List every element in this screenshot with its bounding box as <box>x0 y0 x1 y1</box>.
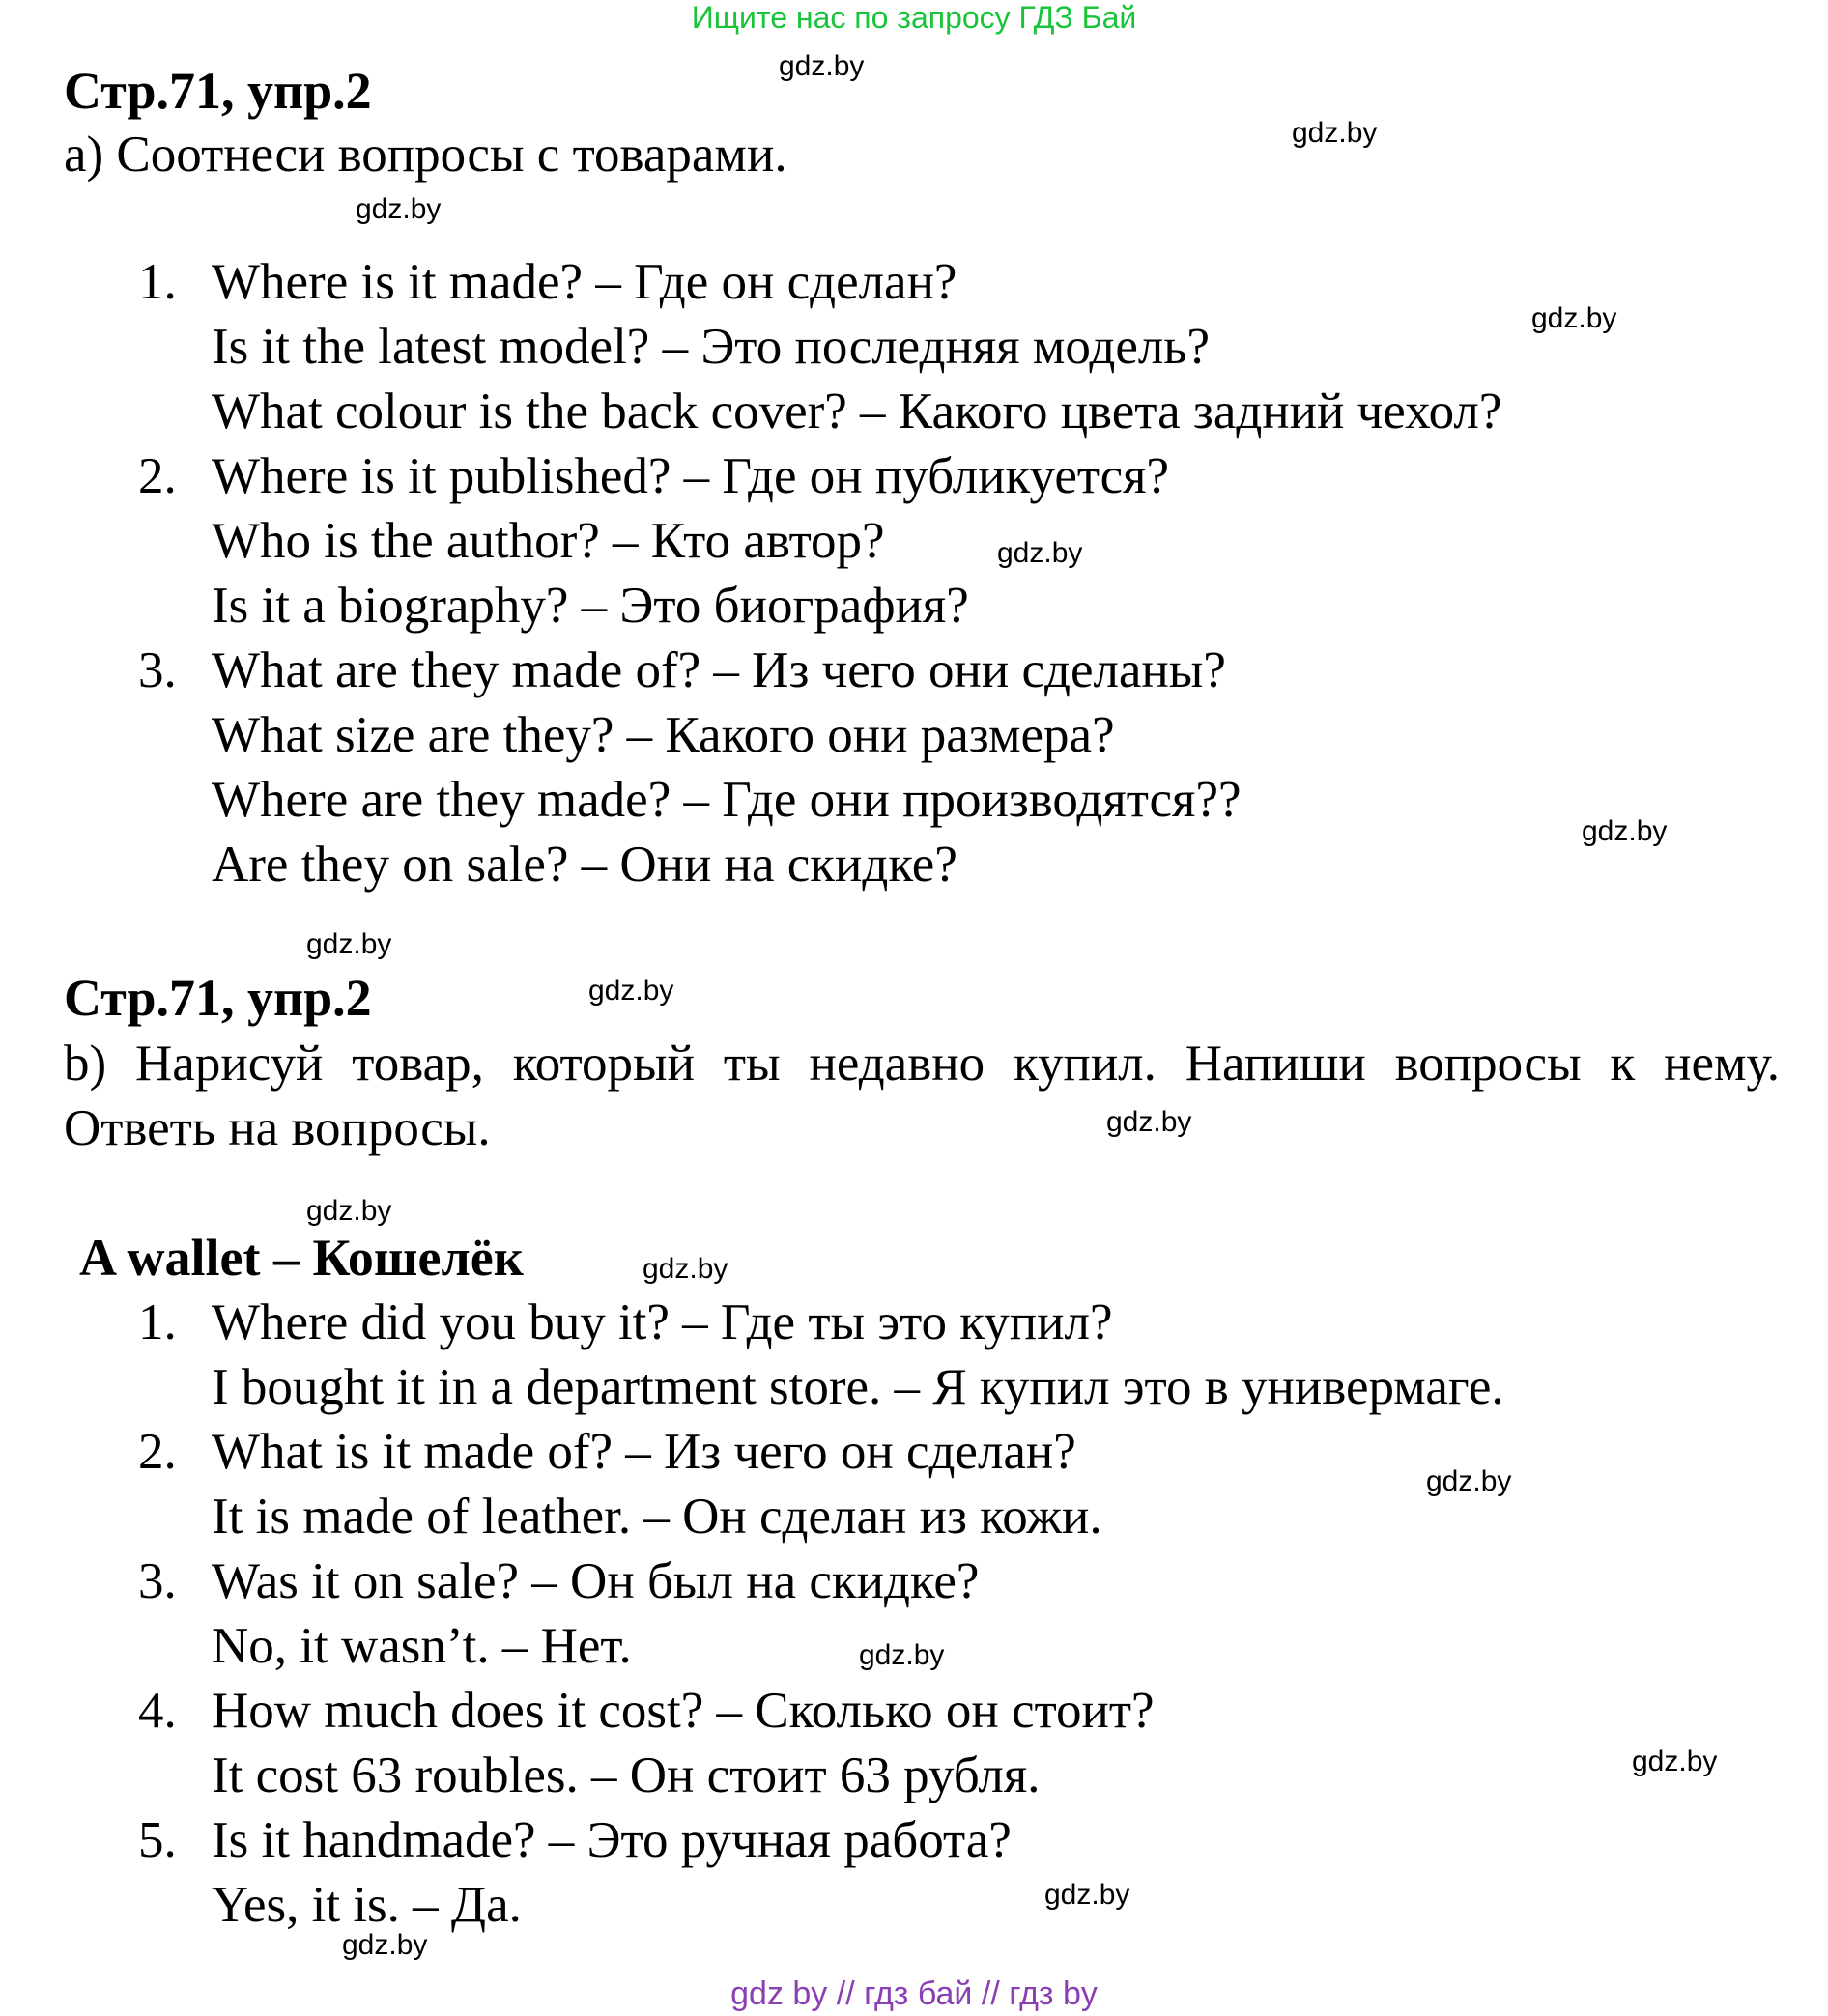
watermark: gdz.by <box>1106 1106 1192 1138</box>
watermark: gdz.by <box>306 928 392 960</box>
list-number: 1. <box>138 254 177 310</box>
watermark: gdz.by <box>779 50 865 82</box>
question: Was it on sale? – Он был на скидке? <box>212 1553 980 1609</box>
watermark: gdz.by <box>342 1929 428 1961</box>
list-number: 4. <box>138 1683 177 1739</box>
list-item: What are they made of? – Из чего они сделаны? <box>212 642 1226 698</box>
bottom-banner[interactable]: gdz by // гдз бай // гдз by <box>730 1975 1098 2012</box>
list-item: What colour is the back cover? – Какого цвета задний чехол? <box>212 383 1502 440</box>
top-banner[interactable]: Ищите нас по запросу ГДЗ Бай <box>691 0 1137 35</box>
watermark: gdz.by <box>997 537 1083 569</box>
list-number: 3. <box>138 642 177 698</box>
list-number: 5. <box>138 1812 177 1868</box>
list-item: Where is it published? – Где он публикуется? <box>212 448 1170 504</box>
list-number: 2. <box>138 448 177 504</box>
watermark: gdz.by <box>356 193 442 225</box>
answer: Yes, it is. – Да. <box>212 1877 522 1933</box>
list-item: Where is it made? – Где он сделан? <box>212 254 957 310</box>
section-a-instruction: a) Соотнеси вопросы с товарами. <box>64 127 787 183</box>
answer: No, it wasn’t. – Нет. <box>212 1618 632 1674</box>
watermark: gdz.by <box>1044 1879 1130 1911</box>
watermark: gdz.by <box>306 1195 392 1227</box>
question: What is it made of? – Из чего он сделан? <box>212 1424 1076 1480</box>
watermark: gdz.by <box>1426 1465 1512 1497</box>
list-item: Where are they made? – Где они производятся?? <box>212 772 1242 828</box>
watermark: gdz.by <box>1632 1746 1718 1777</box>
question: How much does it cost? – Сколько он стоит? <box>212 1683 1155 1739</box>
list-number: 1. <box>138 1294 177 1350</box>
section-a-heading: Стр.71, упр.2 <box>64 62 372 120</box>
item-title: A wallet – Кошелёк <box>79 1229 524 1287</box>
section-b-instruction: b) Нарисуй товар, который ты недавно купил. Напиши вопросы к нему. Ответь на вопросы. <box>64 1036 1780 1156</box>
question: Is it handmade? – Это ручная работа? <box>212 1812 1012 1868</box>
watermark: gdz.by <box>1292 117 1378 149</box>
answer: It cost 63 roubles. – Он стоит 63 рубля. <box>212 1747 1041 1803</box>
question: Where did you buy it? – Где ты это купил? <box>212 1294 1113 1350</box>
watermark: gdz.by <box>859 1639 945 1671</box>
answer: It is made of leather. – Он сделан из кожи. <box>212 1489 1102 1545</box>
list-item: Are they on sale? – Они на скидке? <box>212 837 957 893</box>
list-item: What size are they? – Какого они размера? <box>212 707 1115 763</box>
watermark: gdz.by <box>1531 302 1617 334</box>
list-item: Is it a biography? – Это биография? <box>212 578 969 634</box>
watermark: gdz.by <box>1582 815 1668 847</box>
list-item: Is it the latest model? – Это последняя модель? <box>212 319 1210 375</box>
watermark: gdz.by <box>588 975 674 1007</box>
list-item: Who is the author? – Кто автор? <box>212 513 885 569</box>
section-b-heading: Стр.71, упр.2 <box>64 969 372 1027</box>
list-number: 3. <box>138 1553 177 1609</box>
answer: I bought it in a department store. – Я купил это в универмаге. <box>212 1359 1504 1415</box>
list-number: 2. <box>138 1424 177 1480</box>
watermark: gdz.by <box>643 1253 728 1285</box>
